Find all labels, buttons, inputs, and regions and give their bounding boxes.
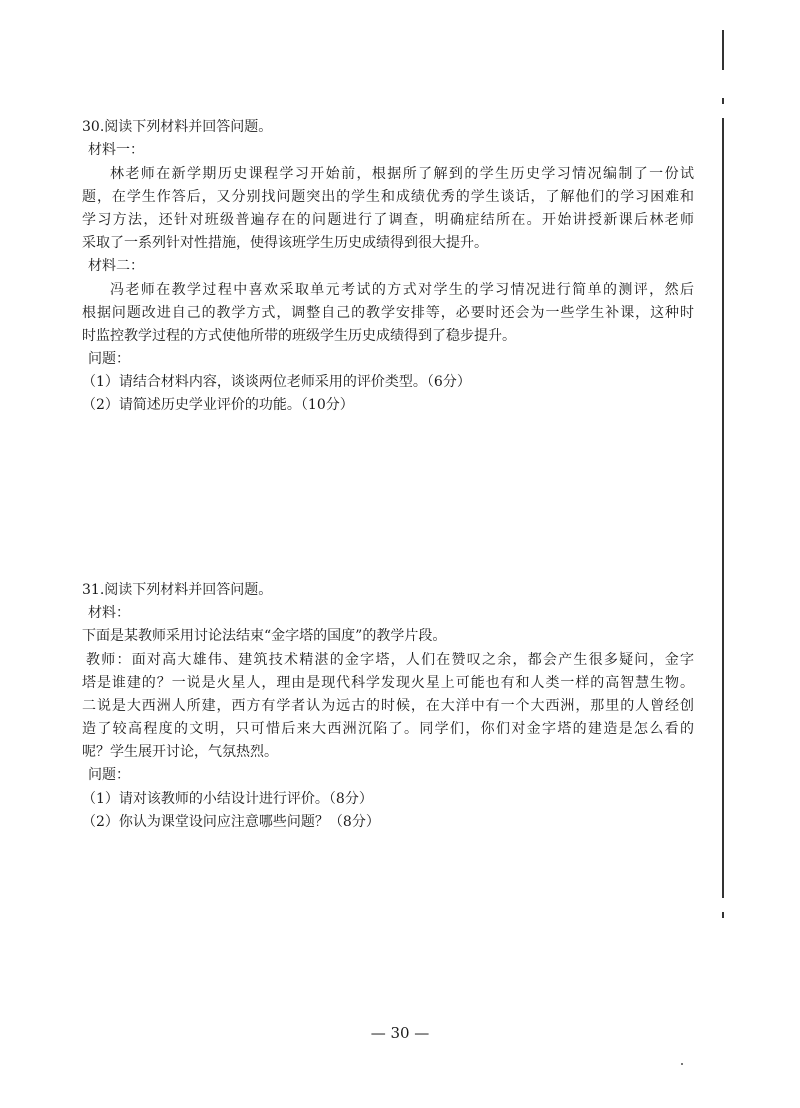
scan-edge-mark [722, 98, 724, 104]
sub-question: （1）请结合材料内容，谈谈两位老师采用的评价类型。（6分） [82, 374, 471, 390]
material-text: 呢？学生展开讨论，气氛热烈。 [82, 744, 278, 760]
scan-dot [681, 1063, 683, 1065]
material-label: 材料： [88, 605, 130, 621]
question-label: 问题： [88, 767, 130, 783]
material-text: 冯老师在教学过程中喜欢采取单元考试的方式对学生的学习情况进行简单的测评，然后 [110, 282, 694, 298]
material-text: 下面是某教师采用讨论法结束“金字塔的国度”的教学片段。 [82, 628, 447, 644]
material-text: 二说是大西洲人所建，西方有学者认为远古的时候，在大洋中有一个大西洲，那里的人曾经创 [82, 698, 694, 714]
material-text: 塔是谁建的？一说是火星人，理由是现代科学发现火星上可能也有和人类一样的高智慧生物。 [82, 675, 694, 691]
material-text: 造了较高程度的文明，只可惜后来大西洲沉陷了。同学们，你们对金字塔的建造是怎么看的 [82, 721, 694, 737]
question-title: 30.阅读下列材料并回答问题。 [82, 119, 273, 135]
sub-question: （2）请简述历史学业评价的功能。（10分） [82, 397, 354, 413]
sub-question: （2）你认为课堂设问应注意哪些问题？（8分） [82, 814, 380, 830]
sub-question: （1）请对该教师的小结设计进行评价。（8分） [82, 791, 373, 807]
material-label: 材料二： [88, 258, 144, 274]
scan-edge-mark [722, 30, 724, 70]
scan-edge-mark [722, 912, 724, 918]
material-label: 材料一： [88, 142, 144, 158]
material-text: 时监控教学过程的方式使他所带的班级学生历史成绩得到了稳步提升。 [82, 328, 516, 344]
material-text: 采取了一系列针对性措施，使得该班学生历史成绩得到很大提升。 [82, 235, 488, 251]
page-number: — 30 — [370, 1024, 430, 1042]
material-text: 学习方法，还针对班级普遍存在的问题进行了调查，明确症结所在。开始讲授新课后林老师 [82, 212, 694, 228]
material-text: 根据问题改进自己的教学方式，调整自己的教学安排等，必要时还会为一些学生补课，这种时 [82, 305, 694, 321]
scan-edge-mark [722, 118, 724, 898]
material-text: 林老师在新学期历史课程学习开始前，根据所了解到的学生历史学习情况编制了一份试 [110, 166, 694, 182]
question-label: 问题： [88, 351, 130, 367]
material-text: 教师：面对高大雄伟、建筑技术精湛的金字塔，人们在赞叹之余，都会产生很多疑问，金字 [86, 652, 694, 668]
material-text: 题，在学生作答后，又分别找问题突出的学生和成绩优秀的学生谈话，了解他们的学习困难和 [82, 189, 694, 205]
question-title: 31.阅读下列材料并回答问题。 [82, 582, 273, 598]
